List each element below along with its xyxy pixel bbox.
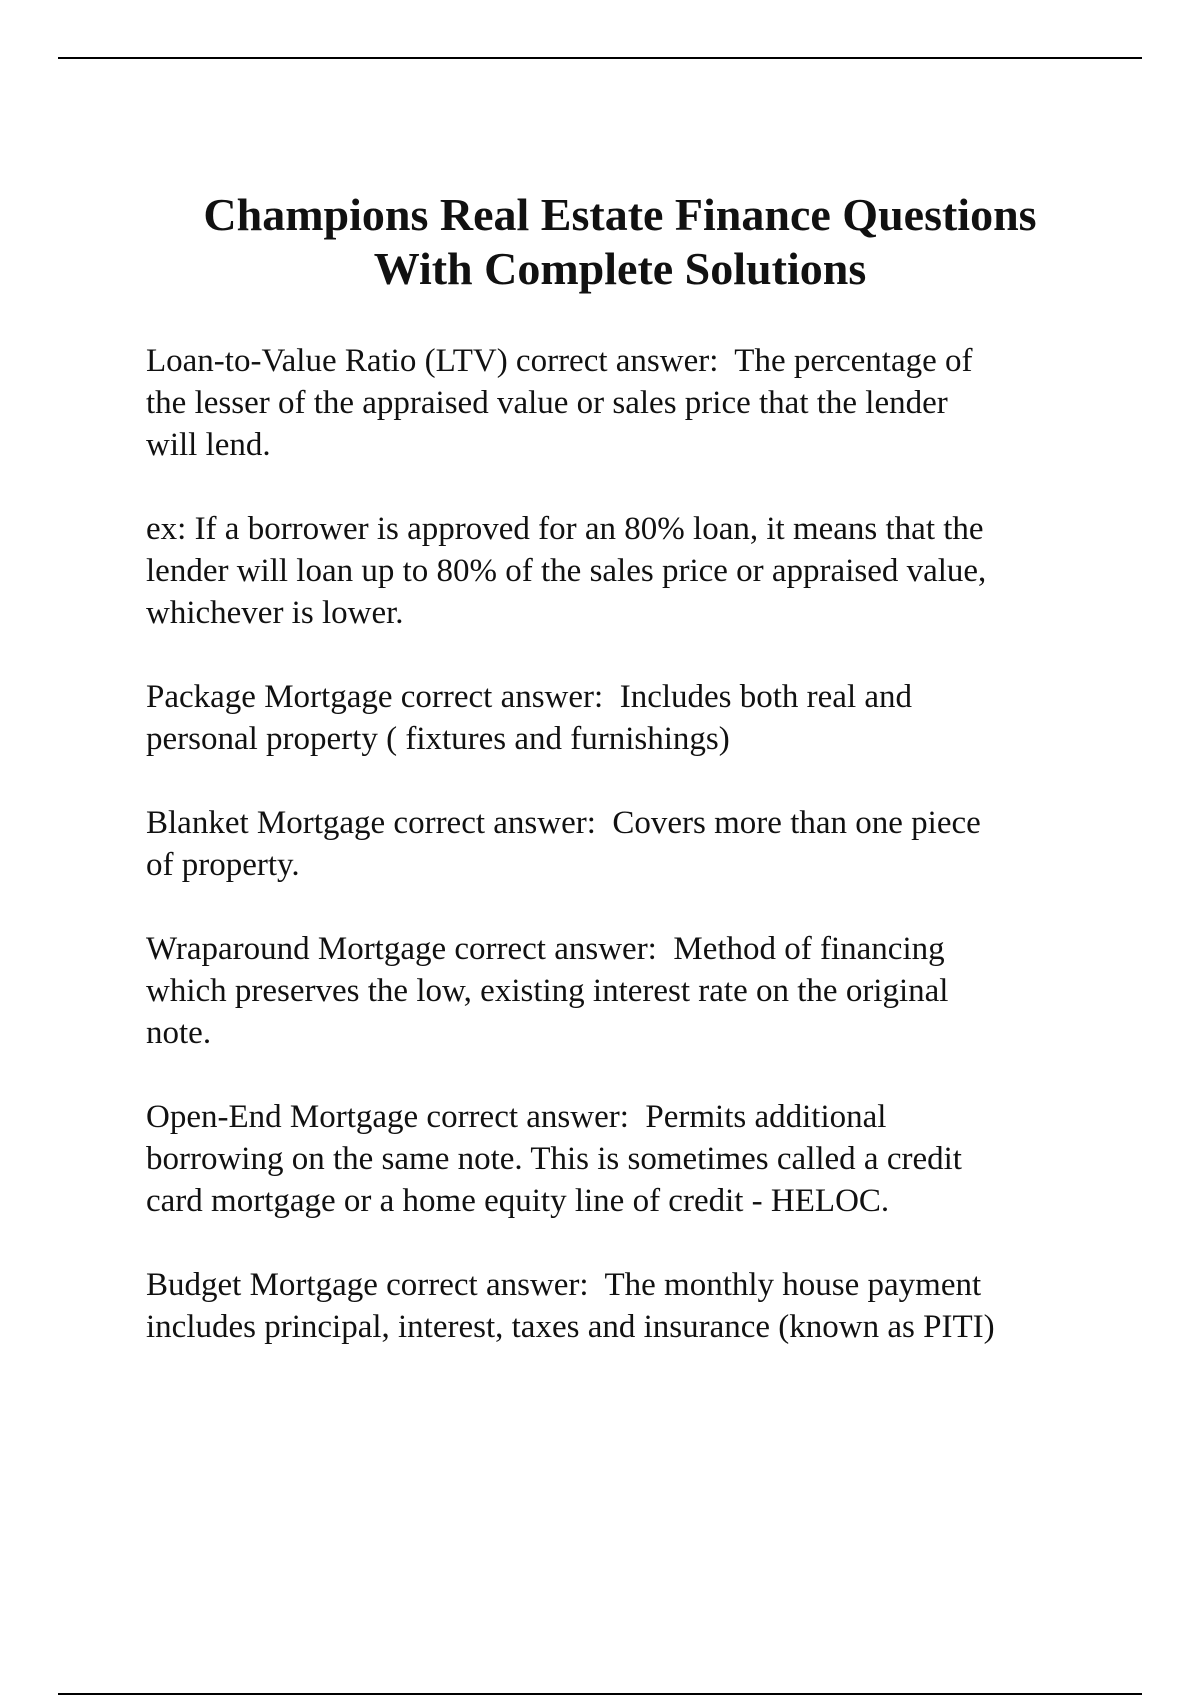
- paragraph-package-mortgage: [146, 676, 1096, 760]
- paragraph-line: whichever is lower.: [146, 595, 404, 631]
- document-body: [146, 340, 1096, 1390]
- top-divider: [58, 57, 1142, 59]
- paragraph-line: card mortgage or a home equity line of credit - HELOC.: [146, 1183, 890, 1219]
- paragraph-line: will lend.: [146, 427, 271, 463]
- paragraph-budget-mortgage: [146, 1264, 1096, 1348]
- paragraph-line: which preserves the low, existing interest rate on the original: [146, 973, 949, 1009]
- paragraph-line: includes principal, interest, taxes and insurance (known as PITI): [146, 1309, 995, 1345]
- paragraph-line: note.: [146, 1015, 212, 1051]
- paragraph-blanket-mortgage: [146, 802, 1096, 886]
- document-title: [100, 188, 1140, 296]
- paragraph-line: ex: If a borrower is approved for an 80% loan, it means that the: [146, 511, 984, 547]
- paragraph-line: borrowing on the same note. This is sometimes called a credit: [146, 1141, 962, 1177]
- title-line: With Complete Solutions: [373, 243, 867, 294]
- paragraph-ltv-example: [146, 508, 1096, 634]
- paragraph-line: Blanket Mortgage correct answer: Covers more than one piece: [146, 805, 981, 841]
- paragraph-open-end-mortgage: [146, 1096, 1096, 1222]
- bottom-divider: [58, 1693, 1142, 1695]
- paragraph-line: Loan-to-Value Ratio (LTV) correct answer: The percentage of: [146, 343, 973, 379]
- paragraph-line: lender will loan up to 80% of the sales price or appraised value,: [146, 553, 987, 589]
- paragraph-wraparound-mortgage: [146, 928, 1096, 1054]
- paragraph-line: the lesser of the appraised value or sales price that the lender: [146, 385, 948, 421]
- paragraph-line: personal property ( fixtures and furnishings): [146, 721, 730, 757]
- paragraph-line: Open-End Mortgage correct answer: Permits additional: [146, 1099, 887, 1135]
- paragraph-ltv: [146, 340, 1096, 466]
- paragraph-line: Package Mortgage correct answer: Includes both real and: [146, 679, 913, 715]
- title-line: Champions Real Estate Finance Questions: [203, 189, 1037, 240]
- paragraph-line: Budget Mortgage correct answer: The monthly house payment: [146, 1267, 982, 1303]
- paragraph-line: of property.: [146, 847, 300, 883]
- paragraph-line: Wraparound Mortgage correct answer: Method of financing: [146, 931, 945, 967]
